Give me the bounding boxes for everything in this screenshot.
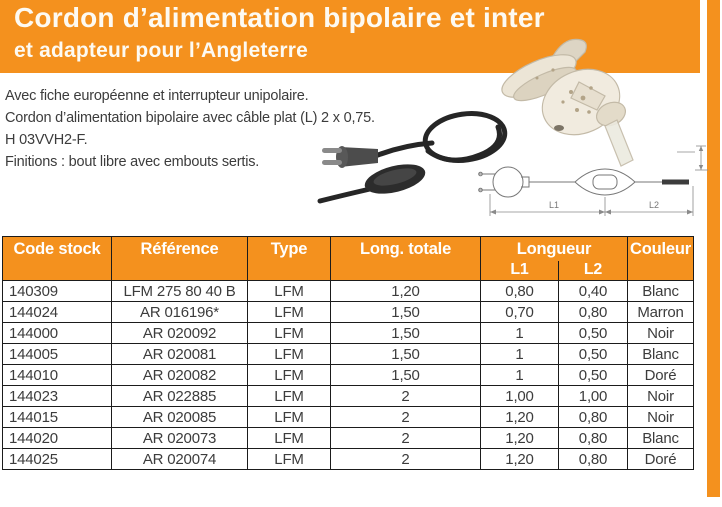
table-cell: Doré xyxy=(628,365,694,386)
table-cell: 1,50 xyxy=(331,323,481,344)
table-cell: 1,50 xyxy=(331,302,481,323)
column-header-code-stock: Code stock xyxy=(3,237,112,281)
table-cell: 2 xyxy=(331,386,481,407)
table-cell: 2 xyxy=(331,449,481,470)
table-cell: 0,50 xyxy=(559,365,628,386)
description-line: Finitions : bout libre avec embouts sertis. xyxy=(5,154,260,170)
dimension-label-l1: L1 xyxy=(549,200,560,210)
table-cell: LFM xyxy=(248,407,331,428)
table-cell: 1 xyxy=(481,344,559,365)
column-header-type: Type xyxy=(248,237,331,281)
table-row xyxy=(3,428,694,449)
table-cell: 144005 xyxy=(3,344,112,365)
spec-table-body xyxy=(3,281,694,470)
table-cell: Blanc xyxy=(628,428,694,449)
table-row xyxy=(3,449,694,470)
table-cell: Noir xyxy=(628,323,694,344)
table-cell: 144020 xyxy=(3,428,112,449)
table-row xyxy=(3,323,694,344)
table-cell: 0,80 xyxy=(559,449,628,470)
table-cell: 0,80 xyxy=(559,302,628,323)
table-cell: LFM 275 80 40 B xyxy=(112,281,248,302)
table-cell: LFM xyxy=(248,449,331,470)
page-title: Cordon d’alimentation bipolaire et inter xyxy=(14,2,545,33)
table-cell: LFM xyxy=(248,323,331,344)
table-cell: 140309 xyxy=(3,281,112,302)
table-cell: 144025 xyxy=(3,449,112,470)
table-cell: AR 022885 xyxy=(112,386,248,407)
table-cell: Blanc xyxy=(628,281,694,302)
table-cell: AR 020082 xyxy=(112,365,248,386)
table-cell: AR 020073 xyxy=(112,428,248,449)
column-header-reference: Référence xyxy=(112,237,248,281)
description-line: H 03VVH2-F. xyxy=(5,132,88,148)
table-row xyxy=(3,302,694,323)
table-cell: LFM xyxy=(248,302,331,323)
table-row xyxy=(3,386,694,407)
table-cell: AR 020074 xyxy=(112,449,248,470)
table-row xyxy=(3,344,694,365)
table-cell: 0,80 xyxy=(559,428,628,449)
table-cell: 1 xyxy=(481,323,559,344)
table-cell: LFM xyxy=(248,386,331,407)
column-header-couleur: Couleur xyxy=(628,237,694,281)
table-cell: 0,80 xyxy=(559,407,628,428)
table-cell: 144023 xyxy=(3,386,112,407)
table-cell: Marron xyxy=(628,302,694,323)
table-cell: LFM xyxy=(248,365,331,386)
spec-table-header xyxy=(3,237,694,281)
table-cell: Doré xyxy=(628,449,694,470)
subcolumn-header-l2: L2 xyxy=(559,261,628,281)
column-header-long-totale: Long. totale xyxy=(331,237,481,281)
table-cell: 144010 xyxy=(3,365,112,386)
table-cell: AR 020085 xyxy=(112,407,248,428)
table-cell: AR 016196* xyxy=(112,302,248,323)
description-line: Cordon d’alimentation bipolaire avec câble plat (L) 2 x 0,75. xyxy=(5,110,375,126)
table-cell: 1,20 xyxy=(481,407,559,428)
subcolumn-header-l1: L1 xyxy=(481,261,559,281)
table-cell: 2 xyxy=(331,407,481,428)
table-row xyxy=(3,407,694,428)
table-cell: Blanc xyxy=(628,344,694,365)
description-line: Avec fiche européenne et interrupteur unipolaire. xyxy=(5,88,309,104)
table-cell: 1,20 xyxy=(481,428,559,449)
table-cell: LFM xyxy=(248,428,331,449)
table-cell: LFM xyxy=(248,344,331,365)
table-cell: 0,70 xyxy=(481,302,559,323)
table-cell: 144000 xyxy=(3,323,112,344)
dimension-diagram xyxy=(477,144,712,234)
table-cell: Noir xyxy=(628,407,694,428)
page-edge-accent xyxy=(707,0,720,497)
table-row xyxy=(3,281,694,302)
page-subtitle: et adapteur pour l’Angleterre xyxy=(14,39,309,62)
table-cell: 1 xyxy=(481,365,559,386)
table-row xyxy=(3,365,694,386)
table-cell: 0,50 xyxy=(559,323,628,344)
table-cell: 0,80 xyxy=(481,281,559,302)
table-cell: AR 020092 xyxy=(112,323,248,344)
table-cell: 1,50 xyxy=(331,344,481,365)
column-header-longueur: Longueur xyxy=(481,237,628,261)
table-cell: Noir xyxy=(628,386,694,407)
table-cell: 1,20 xyxy=(481,449,559,470)
spec-table xyxy=(2,236,694,470)
table-cell: 1,50 xyxy=(331,365,481,386)
table-cell: 0,50 xyxy=(559,344,628,365)
table-cell: 1,20 xyxy=(331,281,481,302)
table-cell: AR 020081 xyxy=(112,344,248,365)
table-cell: 0,40 xyxy=(559,281,628,302)
table-cell: 2 xyxy=(331,428,481,449)
table-cell: 1,00 xyxy=(559,386,628,407)
table-cell: LFM xyxy=(248,281,331,302)
table-cell: 144015 xyxy=(3,407,112,428)
table-cell: 1,00 xyxy=(481,386,559,407)
table-cell: 144024 xyxy=(3,302,112,323)
dimension-label-l2: L2 xyxy=(649,200,660,210)
